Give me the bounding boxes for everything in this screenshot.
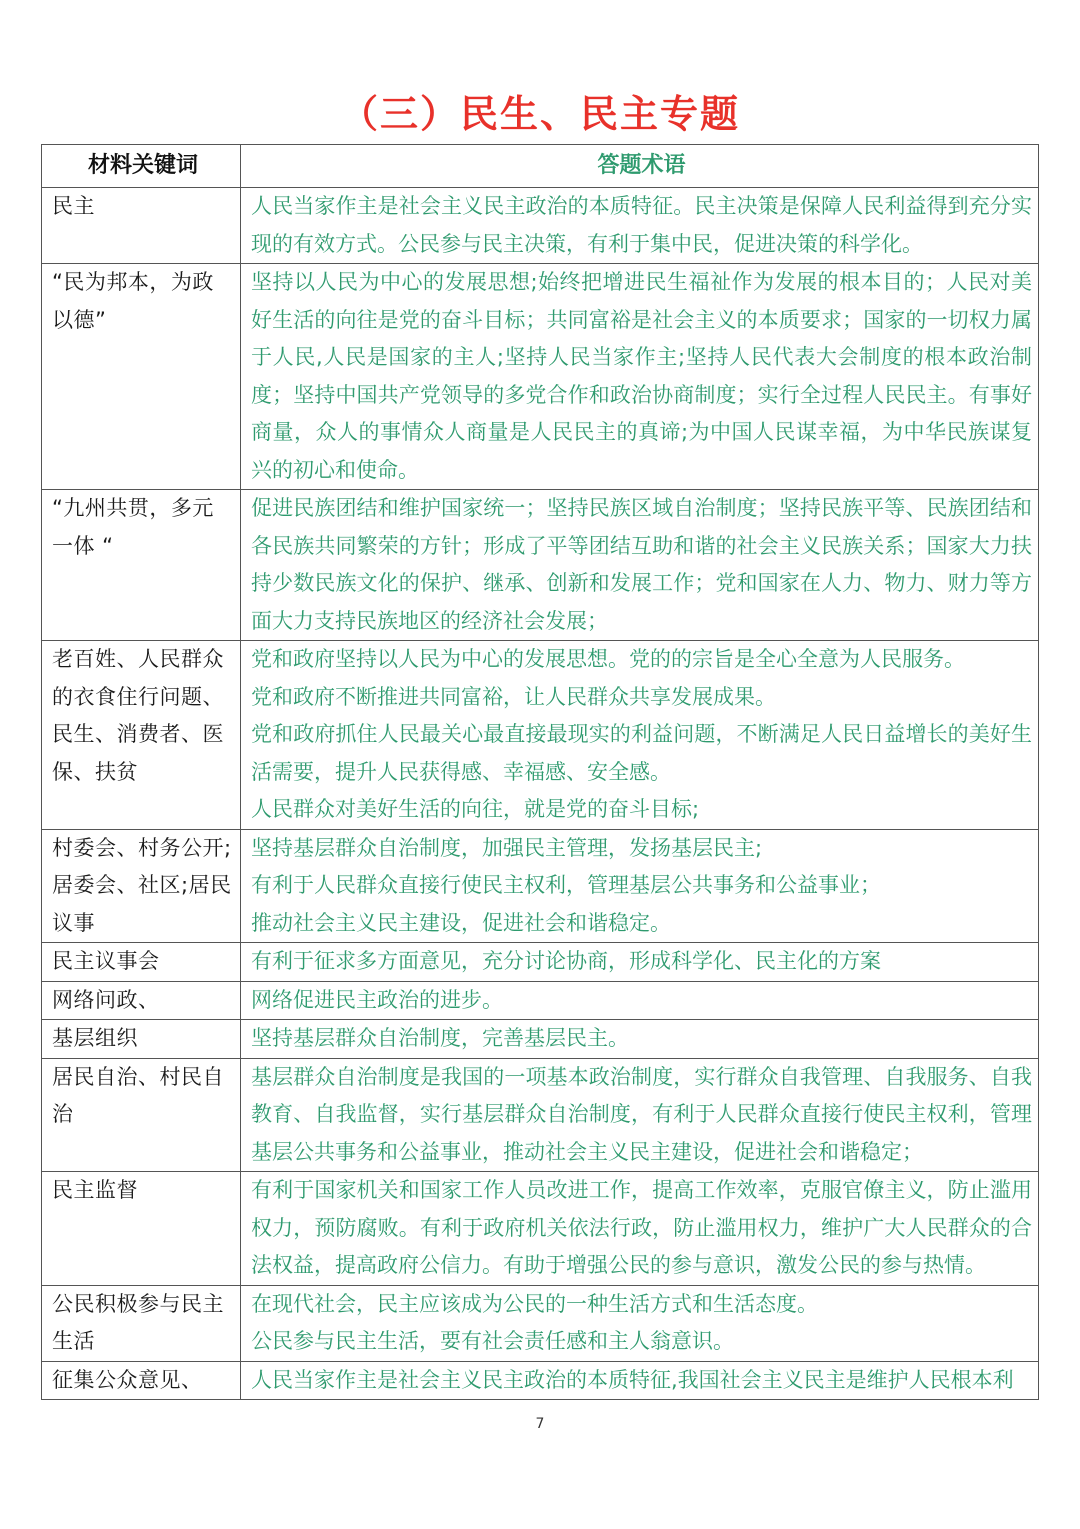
header-keyword: 材料关键词: [42, 145, 241, 188]
table-row: [42, 490, 1039, 641]
row-answer: 人民当家作主是社会主义民主政治的本质特征,我国社会主义民主是维护人民根本利: [241, 1361, 1039, 1400]
table-row: [42, 641, 1039, 830]
row-answer: 有利于征求多方面意见，充分讨论协商，形成科学化、民主化的方案: [241, 943, 1039, 982]
row-keyword: 公民积极参与民主生活: [42, 1285, 241, 1361]
answer-line: 推动社会主义民主建设，促进社会和谐稳定。: [251, 910, 671, 935]
row-answer: 有利于国家机关和国家工作人员改进工作，提高工作效率，克服官僚主义，防止滥用权力，预防腐败。有利于政府机关依法行政，防止滥用权力，维护广大人民群众的合法权益，提高政府公信力。有助于增强公民的参与意识，激发公民的参与热情。: [241, 1172, 1039, 1286]
answer-line: 在现代社会，民主应该成为公民的一种生活方式和生活态度。: [251, 1291, 818, 1316]
row-answer: 促进民族团结和维护国家统一；坚持民族区域自治制度；坚持民族平等、民族团结和各民族共同繁荣的方针；形成了平等团结互助和谐的社会主义民族关系；国家大力扶持少数民族文化的保护、继承、创新和发展工作；党和国家在人力、物力、财力等方面大力支持民族地区的经济社会发展；: [241, 490, 1039, 641]
answer-line: 党和政府不断推进共同富裕，让人民群众共享发展成果。: [251, 684, 776, 709]
row-keyword: 村委会、村务公开;居委会、社区;居民议事: [42, 829, 241, 943]
table-header-row: [42, 145, 1039, 188]
row-keyword: “民为邦本，为政以德”: [42, 264, 241, 490]
header-answer: 答题术语: [241, 145, 1039, 188]
row-answer: 人民当家作主是社会主义民主政治的本质特征。民主决策是保障人民利益得到充分实现的有效方式。公民参与民主决策，有利于集中民，促进决策的科学化。: [241, 188, 1039, 264]
answer-line: 党和政府抓住人民最关心最直接最现实的利益问题，不断满足人民日益增长的美好生活需要，提升人民获得感、幸福感、安全感。: [251, 722, 1032, 784]
row-answer: [241, 641, 1039, 830]
row-keyword: 老百姓、人民群众的衣食住行问题、民生、消费者、医保、扶贫: [42, 641, 241, 830]
row-answer: 网络促进民主政治的进步。: [241, 981, 1039, 1020]
row-keyword: “九州共贯，多元一体 “: [42, 490, 241, 641]
row-answer: 基层群众自治制度是我国的一项基本政治制度，实行群众自我管理、自我服务、自我教育、自我监督，实行基层群众自治制度，有利于人民群众直接行使民主权利，管理基层公共事务和公益事业，推动社会主义民主建设，促进社会和谐稳定；: [241, 1058, 1039, 1172]
answer-line: 坚持基层群众自治制度，加强民主管理，发扬基层民主;: [251, 835, 763, 860]
row-keyword: 居民自治、村民自治: [42, 1058, 241, 1172]
page-number: 7: [535, 1416, 545, 1432]
row-answer: [241, 829, 1039, 943]
answer-line: 公民参与民主生活，要有社会责任感和主人翁意识。: [251, 1329, 734, 1353]
row-keyword: 基层组织: [42, 1020, 241, 1059]
table-row: [42, 981, 1039, 1020]
answer-line: 人民群众对美好生活的向往，就是党的奋斗目标;: [251, 797, 700, 821]
row-keyword: 民主议事会: [42, 943, 241, 982]
row-keyword: 征集公众意见、: [42, 1361, 241, 1400]
row-answer: 坚持以人民为中心的发展思想;始终把增进民生福祉作为发展的根本目的；人民对美好生活的向往是党的奋斗目标；共同富裕是社会主义的本质要求；国家的一切权力属于人民,人民是国家的主人;坚持人民当家作主;坚持人民代表大会制度的根本政治制度；坚持中国共产党领导的多党合作和政治协商制度；实行全过程人民民主。有事好商量，众人的事情众人商量是人民民主的真谛;为中国人民谋幸福，为中华民族谋复兴的初心和使命。: [241, 264, 1039, 490]
answer-line: 党和政府坚持以人民为中心的发展思想。党的的宗旨是全心全意为人民服务。: [251, 647, 965, 671]
row-answer: 坚持基层群众自治制度，完善基层民主。: [241, 1020, 1039, 1059]
table-row: [42, 829, 1039, 943]
table-row: [42, 188, 1039, 264]
table-row: [42, 1020, 1039, 1059]
row-answer: [241, 1285, 1039, 1361]
table-row: [42, 943, 1039, 982]
page-title: （三）民生、民主专题: [339, 92, 740, 136]
answer-line: 有利于人民群众直接行使民主权利，管理基层公共事务和公益事业；: [251, 873, 881, 897]
row-keyword: 民主: [42, 188, 241, 264]
row-keyword: 网络问政、: [42, 981, 241, 1020]
table-row: [42, 1058, 1039, 1172]
table-row: [42, 1285, 1039, 1361]
table-row: [42, 1172, 1039, 1286]
table-row: [42, 1361, 1039, 1400]
keyword-answer-table: [41, 144, 1039, 1400]
row-keyword: 民主监督: [42, 1172, 241, 1286]
table-row: [42, 264, 1039, 490]
